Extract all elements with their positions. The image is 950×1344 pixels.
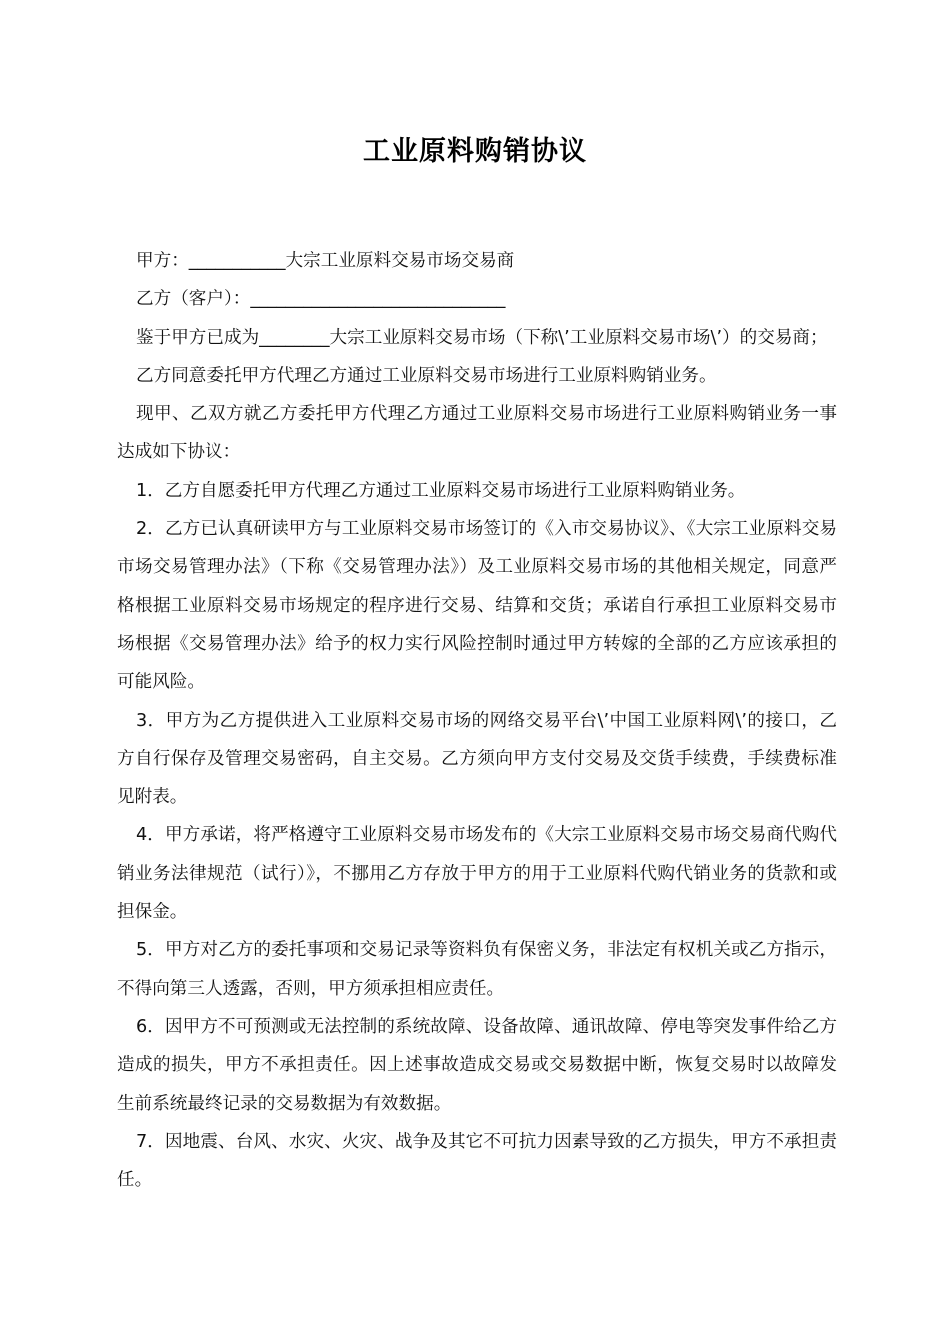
clause-1: 1．乙方自愿委托甲方代理乙方通过工业原料交易市场进行工业原料购销业务。 xyxy=(136,480,746,501)
agreement-intro-paragraph: 现甲、乙双方就乙方委托甲方代理乙方通过工业原料交易市场进行工业原料购销业务一事达成如下协议： xyxy=(117,404,837,463)
clause-3: 3．甲方为乙方提供进入工业原料交易市场的网络交易平台\’中国工业原料网\’的接口，乙方自行保存及管理交易密码，自主交易。乙方须向甲方支付交易及交货手续费，手续费标准见附表。 xyxy=(117,710,837,808)
party-a-line: 甲方：___________大宗工业原料交易市场交易商 xyxy=(136,251,515,271)
consent-paragraph: 乙方同意委托甲方代理乙方通过工业原料交易市场进行工业原料购销业务。 xyxy=(136,365,717,386)
clause-6: 6．因甲方不可预测或无法控制的系统故障、设备故障、通讯故障、停电等突发事件给乙方造成的损失，甲方不承担责任。因上述事故造成交易或交易数据中断，恢复交易时以故障发生前系统最终记录的交易数据为有效数据。 xyxy=(117,1016,837,1114)
clause-2: 2．乙方已认真研读甲方与工业原料交易市场签订的《入市交易协议》、《大宗工业原料交易市场交易管理办法》（下称《交易管理办法》）及工业原料交易市场的其他相关规定，同意严格根据工业原料交易市场规定的程序进行交易、结算和交货；承诺自行承担工业原料交易市场根据《交易管理办法》给予的权力实行风险控制时通过甲方转嫁的全部的乙方应该承担的可能风险。 xyxy=(117,519,837,693)
preamble-paragraph: 鉴于甲方已成为________大宗工业原料交易市场（下称\’工业原料交易市场\’）的交易商； xyxy=(136,327,828,348)
document-body xyxy=(117,242,837,1199)
document-title: 工业原料购销协议 xyxy=(363,136,587,167)
clause-7: 7．因地震、台风、水灾、火灾、战争及其它不可抗力因素导致的乙方损失，甲方不承担责任。 xyxy=(117,1131,837,1191)
party-b-line: 乙方（客户）：_____________________________ xyxy=(136,289,506,310)
clause-5: 5．甲方对乙方的委托事项和交易记录等资料负有保密义务，非法定有权机关或乙方指示，不得向第三人透露，否则，甲方须承担相应责任。 xyxy=(117,940,837,999)
clause-4: 4．甲方承诺，将严格遵守工业原料交易市场发布的《大宗工业原料交易市场交易商代购代销业务法律规范（试行）》，不挪用乙方存放于甲方的用于工业原料代购代销业务的货款和或担保金。 xyxy=(117,825,837,923)
